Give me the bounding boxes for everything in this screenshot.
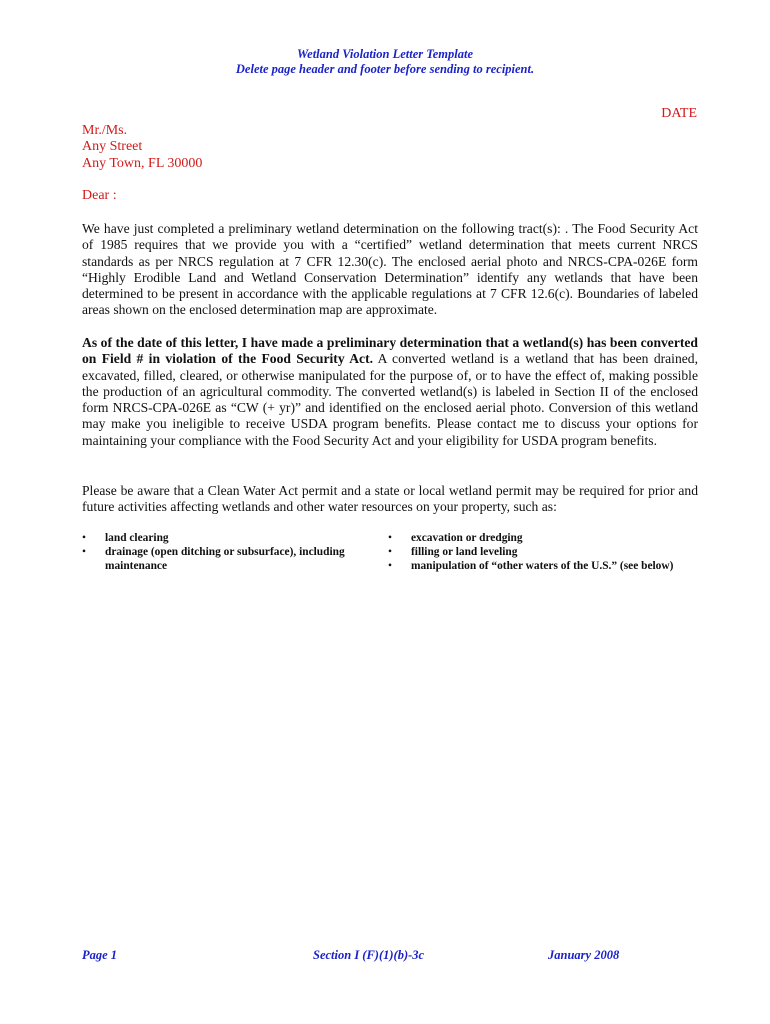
list-item-text: drainage (open ditching or subsurface), including maintenance xyxy=(105,546,345,572)
paragraph-bold-statement: As of the date of this letter, I have made a preliminary determination that a wetland(s) has been converted on Field # in violation of the Food Security Act. xyxy=(82,335,698,367)
bullet-icon: • xyxy=(388,546,392,558)
footer-section: Section I (F)(1)(b)-3c xyxy=(313,948,425,962)
list-item xyxy=(82,531,362,545)
recipient-address xyxy=(82,123,202,172)
bullet-icon: • xyxy=(82,532,86,544)
address-name: Mr./Ms. xyxy=(82,123,128,138)
list-item xyxy=(82,545,362,573)
list-item xyxy=(388,559,698,573)
paragraph-explanation: A converted wetland is a wetland that has been drained, excavated, filled, cleared, or otherwise manipulated for the purpose of, or to have the effect of, making possible the production of an agricultural commodity. The converted wetland(s) is labeled in Section II of the enclosed form NRCS-CPA-026E as “CW (+ yr)” and identified on the enclosed aerial photo. Conversion of this wetland may make you ineligible to receive USDA program benefits. Please contact me to discuss your options for maintaining your compliance with the Food Security Act and your eligibility for USDA program benefits. xyxy=(82,351,698,448)
list-item-text: excavation or dredging xyxy=(411,532,523,544)
activity-list-right xyxy=(388,531,698,573)
salutation: Dear : xyxy=(82,188,117,203)
list-item-text: land clearing xyxy=(105,532,169,544)
list-item-text: manipulation of “other waters of the U.S.” (see below) xyxy=(411,560,674,572)
header-title: Wetland Violation Letter Template xyxy=(296,47,474,61)
bullet-icon: • xyxy=(82,546,86,558)
address-street: Any Street xyxy=(82,139,143,155)
list-item xyxy=(388,531,698,545)
bullet-icon: • xyxy=(388,532,392,544)
paragraph-preliminary-determination: We have just completed a preliminary wetland determination on the following tract(s): . The Food Security Act of 1985 requires that we provide you with a “certified” wetland determination that meets current NRCS standards as per NRCS regulation at 7 CFR 12.30(c). The enclosed aerial photo and NRCS-CPA-026E form “Highly Erodible Land and Wetland Conservation Determination” identify any wetlands that have been determined to be present in accordance with the applicable regulations at 7 CFR 12.6(c). Boundaries of labeled areas shown on the enclosed determination map are approximate. xyxy=(82,221,698,318)
paragraph-converted-wetland xyxy=(82,335,698,449)
footer-date: January 2008 xyxy=(548,948,620,962)
header-instruction: Delete page header and footer before sending to recipient. xyxy=(235,62,535,76)
list-item-text: filling or land leveling xyxy=(411,546,518,558)
bullet-icon: • xyxy=(388,560,392,572)
activity-list-left xyxy=(82,531,362,573)
page-header xyxy=(0,47,770,77)
letter-date: DATE xyxy=(661,106,697,121)
footer-page-number: Page 1 xyxy=(82,948,118,962)
address-city: Any Town, FL 30000 xyxy=(82,155,203,171)
list-item xyxy=(388,545,698,559)
paragraph-permit-notice: Please be aware that a Clean Water Act permit and a state or local wetland permit may be required for prior and future activities affecting wetlands and other water resources on your property, such as: xyxy=(82,483,698,515)
